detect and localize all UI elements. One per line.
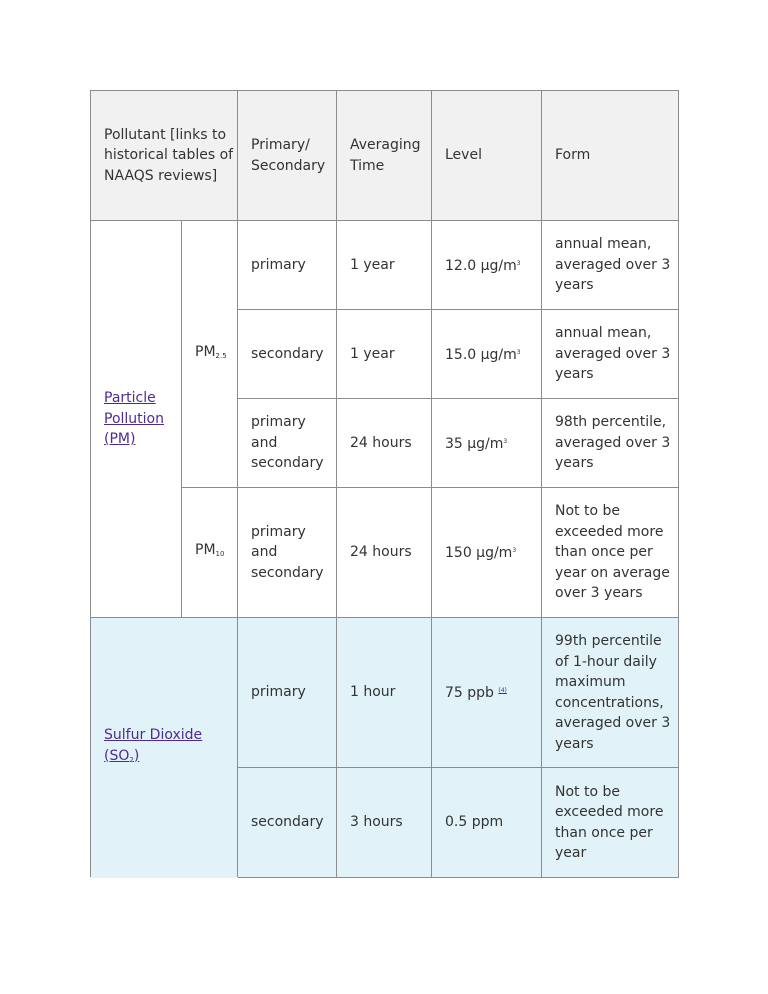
averaging-time-cell: 1 year — [337, 310, 432, 399]
level-value: 15.0 μg/m — [445, 346, 517, 363]
averaging-time-cell: 1 hour — [337, 618, 432, 768]
table-row — [91, 221, 679, 310]
level-cell — [432, 488, 542, 618]
level-cell — [432, 310, 542, 399]
so2-name: Sulfur Dioxide (SO — [104, 727, 203, 764]
table-row — [91, 618, 679, 768]
level-value: 150 μg/m — [445, 545, 513, 562]
averaging-time-cell: 1 year — [337, 221, 432, 310]
footnote-link[interactable]: (4) — [498, 687, 507, 695]
sulfur-dioxide-link[interactable] — [104, 727, 202, 764]
form-cell: Not to be exceeded more than once per year on average over 3 years — [542, 488, 679, 618]
level-superscript: 3 — [512, 547, 517, 555]
averaging-time-cell: 3 hours — [337, 768, 432, 878]
averaging-time-cell: 24 hours — [337, 488, 432, 618]
form-cell: annual mean, averaged over 3 years — [542, 221, 679, 310]
form-cell: annual mean, averaged over 3 years — [542, 310, 679, 399]
pm25-label: PM — [195, 343, 216, 360]
level-cell — [432, 618, 542, 768]
pm10-label: PM — [195, 542, 216, 559]
level-value: 12.0 μg/m — [445, 257, 517, 274]
type-cell: secondary — [238, 768, 337, 878]
header-pollutant: Pollutant [links to historical tables of NAAQS reviews] — [91, 91, 238, 221]
header-row — [91, 91, 679, 221]
pm25-subscript: 2.5 — [215, 351, 227, 360]
pm10-subscript: 10 — [215, 550, 225, 559]
pm10-cell — [182, 488, 238, 618]
level-superscript: 3 — [516, 348, 521, 356]
pollutant-cell-so2 — [91, 618, 238, 878]
so2-name-end: ) — [133, 747, 140, 764]
form-cell: Not to be exceeded more than once per year — [542, 768, 679, 878]
type-cell: primary and secondary — [238, 399, 337, 488]
type-cell: primary and secondary — [238, 488, 337, 618]
pollutant-cell-pm — [91, 221, 182, 618]
particle-pollution-link[interactable]: Particle Pollution (PM) — [104, 390, 164, 448]
header-primary-secondary: Primary/ Secondary — [238, 91, 337, 221]
level-cell: 0.5 ppm — [432, 768, 542, 878]
header-level: Level — [432, 91, 542, 221]
level-cell — [432, 221, 542, 310]
level-superscript: 3 — [503, 437, 508, 445]
header-form: Form — [542, 91, 679, 221]
level-value: 75 ppb — [445, 685, 494, 702]
type-cell: primary — [238, 221, 337, 310]
form-cell: 99th percentile of 1-hour daily maximum concentrations, averaged over 3 years — [542, 618, 679, 768]
level-value: 35 μg/m — [445, 435, 504, 452]
averaging-time-cell: 24 hours — [337, 399, 432, 488]
level-cell — [432, 399, 542, 488]
pm25-cell — [182, 221, 238, 488]
type-cell: secondary — [238, 310, 337, 399]
form-cell: 98th percentile, averaged over 3 years — [542, 399, 679, 488]
header-averaging-time: Averaging Time — [337, 91, 432, 221]
level-superscript: 3 — [516, 259, 521, 267]
so2-subscript: 2 — [129, 755, 134, 764]
naaqs-table — [90, 90, 679, 878]
type-cell: primary — [238, 618, 337, 768]
